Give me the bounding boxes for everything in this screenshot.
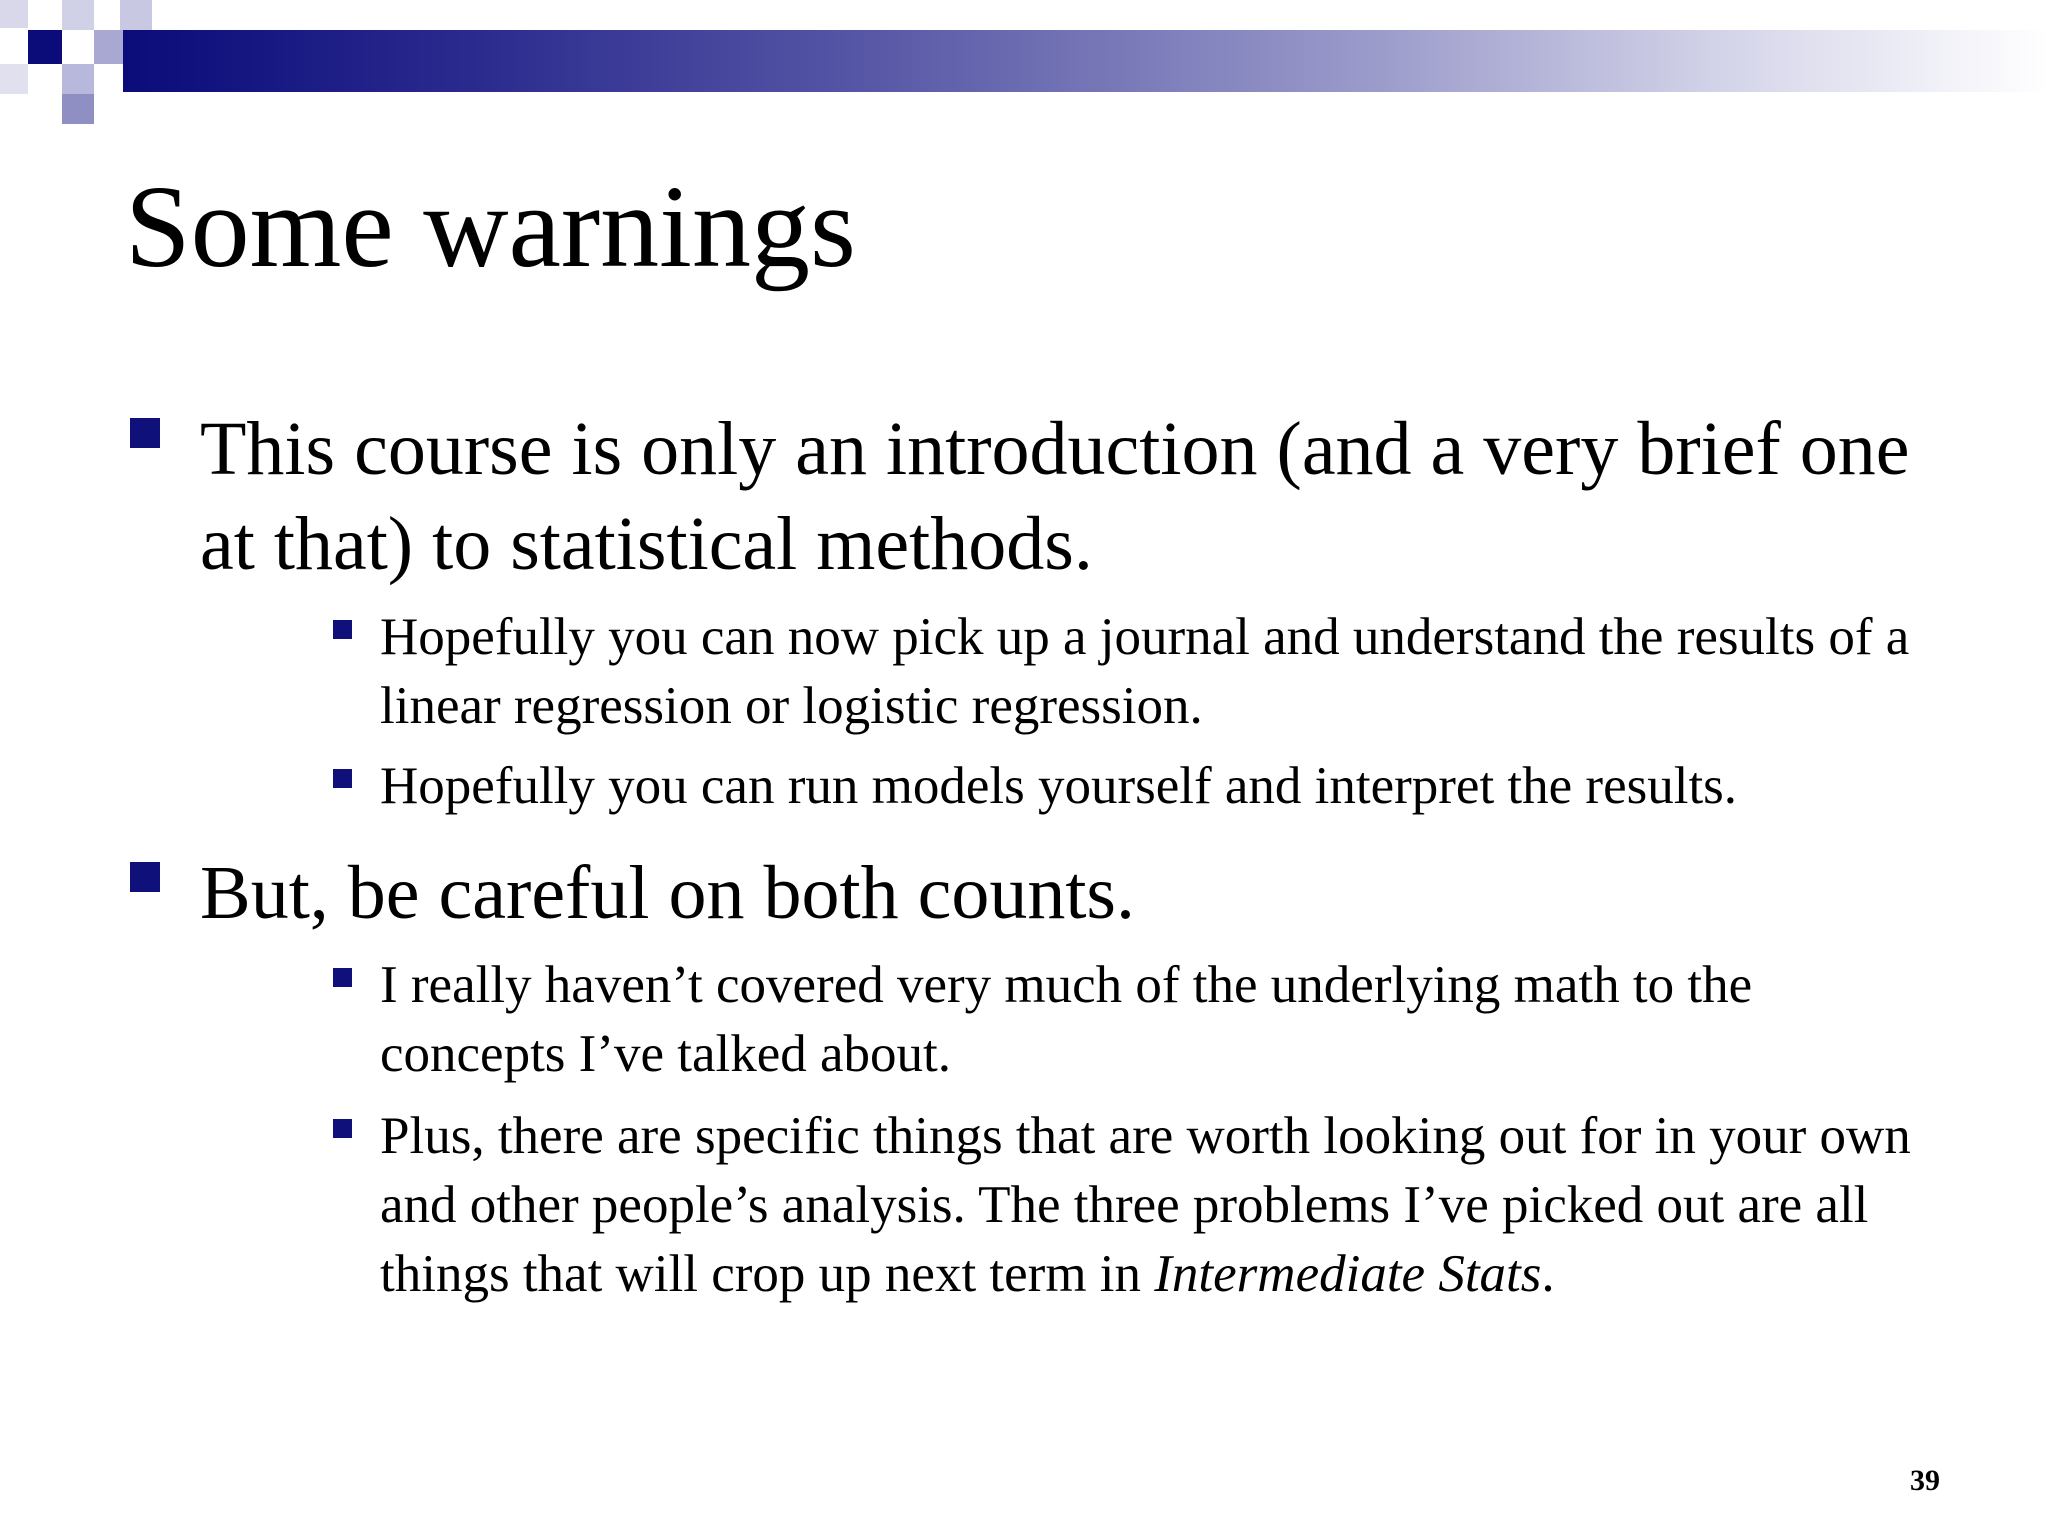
- sub-bullet-square-icon: [333, 1119, 352, 1138]
- sub-bullet-text: Hopefully you can run models yourself and interpret the results.: [380, 757, 1738, 815]
- sub-bullet-text-end: .: [1541, 1245, 1555, 1303]
- course-name: Intermediate Stats: [1154, 1245, 1542, 1303]
- sub-bullet-text: Hopefully you can now pick up a journal and understand the results of a linear regression or logistic regression.: [380, 608, 1910, 735]
- sub-bullet-square-icon: [333, 769, 352, 788]
- sub-bullet-square-icon: [333, 620, 352, 639]
- bullet-text: But, be careful on both counts.: [200, 851, 1136, 935]
- header-gradient-bar: [123, 30, 2048, 92]
- bullet-square-icon: [130, 862, 160, 892]
- bullet-text: This course is only an introduction (and a very brief one at that) to statistical methods.: [200, 407, 1910, 586]
- sub-bullet-text: [380, 1102, 1940, 1309]
- bullet-square-icon: [130, 418, 160, 448]
- sub-bullet-text: I really haven’t covered very much of the underlying math to the concepts I’ve talked about.: [380, 956, 1753, 1083]
- sub-bullet-square-icon: [333, 968, 352, 987]
- sub-bullet-text-part: Plus, there are specific things that are worth looking out for in your own and other people’s analysis. The three problems I’ve picked out are all things that will crop up next term in: [380, 1107, 1911, 1303]
- slide-number: 39: [1910, 1464, 1940, 1497]
- slide-title: Some warnings: [125, 161, 856, 292]
